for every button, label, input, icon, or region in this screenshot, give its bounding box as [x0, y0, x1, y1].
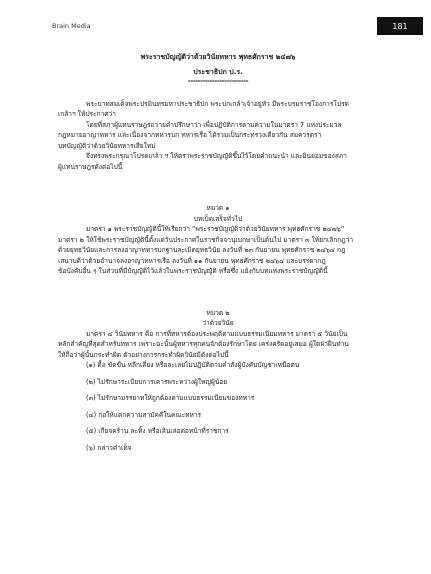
preamble-line: บทบัญญัติว่าด้วยวินัยทหารเสียใหม่ [58, 141, 156, 150]
title-divider: ------------------------- [187, 77, 249, 85]
section-line: มาตรา ๑ พระราชบัญญัตินี้ให้เรียกว่า “พระราชบัญญัติว่าด้วยวินัยทหาร พุทธศักราช ๒๔๗๖” [86, 225, 345, 233]
section-line: มาตรา ๔ วินัยทหาร คือ การที่ทหารต้องประพฤติตามแบบธรรมเนียมทหาร มาตรา ๕ วินัยเป็น [86, 329, 348, 338]
section-line: ข้อบังคับอื่น ๆ ในส่วนที่มีบัญญัติไว้แล้วในพระราชบัญญัติ หรือซึ่ง แย้งกับบทแห่งพระราชบัญญัตินี้ [58, 267, 328, 275]
preamble-line: พระบาทสมเด็จพระปรมินทรมหาประชาธิปก พระปกเกล้าเจ้าอยู่หัว มีพระบรมราชโองการโปรด [86, 99, 349, 108]
section-line: ให้ถือว่าผู้นั้นกระทำผิด ตัวอย่างการกระทำผิดวินัยมีดังต่อไปนี้ [58, 350, 229, 359]
preamble-line: ผู้แทนราษฎรดังต่อไปนี้ [58, 162, 123, 171]
preamble-line: กฎหมายอาญาทหาร และเนื่องจากทหารบก ทหารเรือ ได้รวมเป็นกระทรวงเดียวกัน สมควรตรา [58, 131, 322, 139]
offense-item: (๓) ไม่รักษามรรยาทให้ถูกต้องตามแบบธรรมเนียมของทหาร [86, 394, 255, 402]
offense-item: (๑) ดื้อ ขัดขืน หลีกเลี่ยง หรือละเลยไม่ปฏิบัติตามคำสั่งผู้บังคับบัญชาเหนือตน [86, 361, 300, 369]
doc-subtitle: ประชาธิปก ป.ร. [193, 67, 243, 76]
section-line: มาตรา ๒ ให้ใช้พระราชบัญญัตินี้ตั้งแต่วันประกาศในราชกิจจานุเบกษาเป็นต้นไป มาตรา ๓ ให้ยกเลิกกฎว่า [58, 235, 354, 244]
brand-label: Brain Media [52, 22, 91, 30]
chapter-1-title: บทเบ็ดเสร็จทั่วไป [193, 214, 243, 223]
page-number-badge: 181 [377, 17, 423, 35]
preamble-line: จึงทรงพระกรุณาโปรดเกล้า ฯ ให้ตราพระราชบัญญัติขึ้นไว้โดยคำแนะนำ และยินยอมของสภา [86, 152, 347, 160]
doc-title: พระราชบัญญัติว่าด้วยวินัยทหาร พุทธศักราช ๒๔๗๖ [140, 53, 296, 61]
chapter-1-heading: หมวด ๑ [206, 204, 230, 212]
document-body [58, 50, 378, 459]
offense-item: (๖) กล่าวคำเท็จ [86, 443, 132, 452]
offense-item: (๒) ไม่รักษาระเบียบการเคารพระหว่างผู้ใหญ่ผู้น้อย [86, 377, 228, 386]
offense-item: (๔) ก่อให้แตกความสามัคคีในคณะทหาร [86, 410, 202, 419]
offense-item: (๕) เกียจคร้าน ละทิ้ง หรือเลินเล่อต่อหน้าที่ราชการ [86, 427, 229, 435]
section-line: ด้วยยุทธวินัยและการลงอาญาทหารบกฐานละเมิดยุทธวินัย ลงวันที่ ๒๓ กันยายน พุทธศักราช ๒๔๖๔ กฎ [58, 246, 346, 254]
preamble-line: เกล้าฯ ให้ประกาศว่า [58, 110, 116, 118]
preamble-line: โดยที่สภาผู้แทนราษฎรถวายคำปรึกษาว่า เพื่อปฏิบัติการตามความในมาตรา 7 แห่งประมวล [86, 120, 342, 129]
section-line: เสนาบดีว่าด้วยอำนาจลงอาญาทหารเรือ ลงวันที่ ๑๑ กันยายน พุทธศักราช ๒๔๖๔ และบรรดากฎ [58, 256, 326, 265]
page-header [0, 0, 431, 44]
section-line: หลักสำคัญที่สุดสำหรับทหาร เพราะฉะนั้นผู้ทหารทุกคนจักต้องรักษาโดย เคร่งครัดอยู่เสมอ ผู้ใดฝ่าฝืนท่าน [58, 340, 349, 348]
chapter-2-title: ว่าด้วยวินัย [202, 319, 234, 327]
chapter-2-heading: หมวด ๒ [206, 308, 230, 317]
